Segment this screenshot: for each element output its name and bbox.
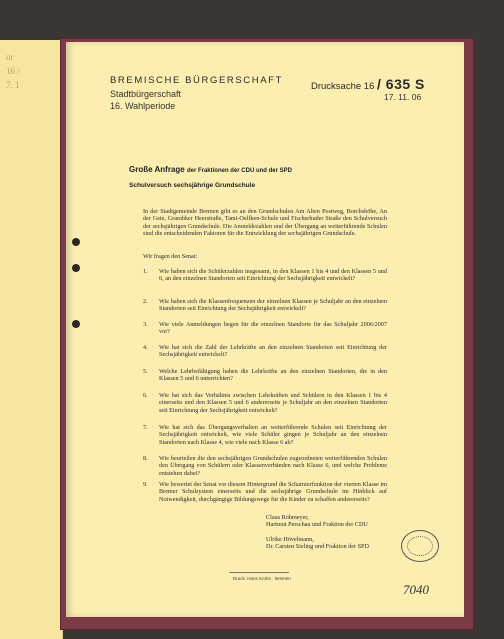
legislative-period: 16. Wahlperiode bbox=[110, 101, 176, 111]
drucksache-number: / 635 S bbox=[377, 76, 425, 92]
drucksache bbox=[311, 76, 425, 92]
question-item: 6. Wie hat sich das Verhältnis zwischen Lehrkräften und Schülern in den Klassen 1 bis 4 einerseits und den Klassen 5 und 6 andererseits je Schuljahr an den einzelnen Standorten seit Einrichtung der Sechsjährigkeit entwickelt? bbox=[143, 392, 387, 414]
ask-line: Wir fragen den Senat: bbox=[143, 253, 198, 260]
signature-spd bbox=[266, 536, 369, 551]
ghost-text: 7. 1 bbox=[6, 80, 20, 90]
document-date: 17. 11. 06 bbox=[384, 92, 422, 102]
question-item: 5. Welche Lehrbefähigung haben die Lehrkräfte an den einzelnen Standorten, die in den Klassen 5 und 6 unterrichten? bbox=[143, 368, 387, 383]
underlying-page bbox=[0, 40, 63, 639]
punch-hole bbox=[72, 320, 80, 328]
signature-party: Dr. Carsten Sieling und Fraktion der SPD bbox=[266, 543, 369, 551]
institution-heading: BREMISCHE BÜRGERSCHAFT bbox=[110, 75, 283, 86]
archive-stamp bbox=[401, 530, 439, 562]
question-item: 9. Wie bewertet der Senat vor diesem Hintergrund die Scharnierfunktion der vierten Klasse im Bremer Schulsystem einerseits und die sechsjährige Grundschule im Hinblick auf Notwendigkeit, durchgängige Bildungswege für die Kinder zu schaffen andererseits? bbox=[143, 481, 387, 503]
printer-imprint: Druck: Hans Krohn · Bremen bbox=[233, 576, 291, 581]
handwritten-number: 7040 bbox=[403, 582, 429, 597]
signature-cdu bbox=[266, 514, 368, 529]
document-subject: Schulversuch sechsjährige Grundschule bbox=[129, 182, 256, 189]
chamber-name: Stadtbürgerschaft bbox=[110, 89, 182, 99]
question-item: 8. Wie beurteilen die den sechsjährigen Grundschulen zugeordneten weiterführenden Schulen den Übergang von Schülern oder Klassenverbänden nach Klasse 6, und welche Probleme entstehen dabei? bbox=[143, 455, 387, 477]
question-item: 2. Wie haben sich die Klassenfrequenzen der einzelnen Klassen je Schuljahr an den einzelnen Standorten seit Einrichtung der Sechsjährigkeit entwickelt? bbox=[143, 298, 387, 313]
question-item: 7. Wie hat sich das Übergangsverhalten an weiterführende Schulen seit Einrichtung der Sechsjährigkeit entwickelt, wie viele Schüler gingen je Schuljahr an den einzelnen Standorten nach Klasse 4, wie viele nach Klasse 6 ab? bbox=[143, 424, 387, 446]
question-item: 4. Wie hat sich die Zahl der Lehrkräfte an den einzelnen Standorten seit Einrichtung der Sechsjährigkeit entwickelt? bbox=[143, 344, 387, 359]
title-by: der Fraktionen der CDU und der SPD bbox=[186, 168, 292, 174]
signature-party: Hartmut Perschau und Fraktion der CDU bbox=[266, 521, 368, 529]
ghost-text: 16 / bbox=[6, 66, 20, 76]
intro-paragraph: In der Stadtgemeinde Bremen gibt es an den Grundschulen Am Alten Postweg, Borchshöhe, An der Gete, Grambker Heerstraße, Tami-Oelfken-Schule und Fischerhuder Straße den Schulversuch der sechsjährigen Grundschule. Die Anmeldezahlen und der Übergang an weiterführende Schulen sind die entscheidenden Faktoren für die Entwicklung der sechsjährigen Grundschule. bbox=[143, 208, 387, 238]
drucksache-label: Drucksache 16 bbox=[311, 81, 375, 92]
question-item: 1. Wie haben sich die Schülerzahlen insgesamt, in den Klassen 1 bis 4 und den Klassen 5 und 6, an den einzelnen Standorten seit Einrichtung der Sechsjährigkeit entwickelt? bbox=[143, 268, 387, 283]
ghost-text: ur bbox=[6, 52, 14, 62]
punch-hole bbox=[72, 264, 80, 272]
question-item: 3. Wie viele Anmeldungen liegen für die einzelnen Standorte für das Schuljahr 2006/2007 vor? bbox=[143, 321, 387, 336]
signature-name: Ulrike Hövelmann, bbox=[266, 536, 314, 543]
footer-rule bbox=[229, 572, 289, 573]
punch-hole bbox=[72, 238, 80, 246]
document-title bbox=[129, 165, 292, 174]
signature-name: Claus Rohmeyer, bbox=[266, 514, 309, 521]
title-main: Große Anfrage bbox=[129, 165, 185, 174]
